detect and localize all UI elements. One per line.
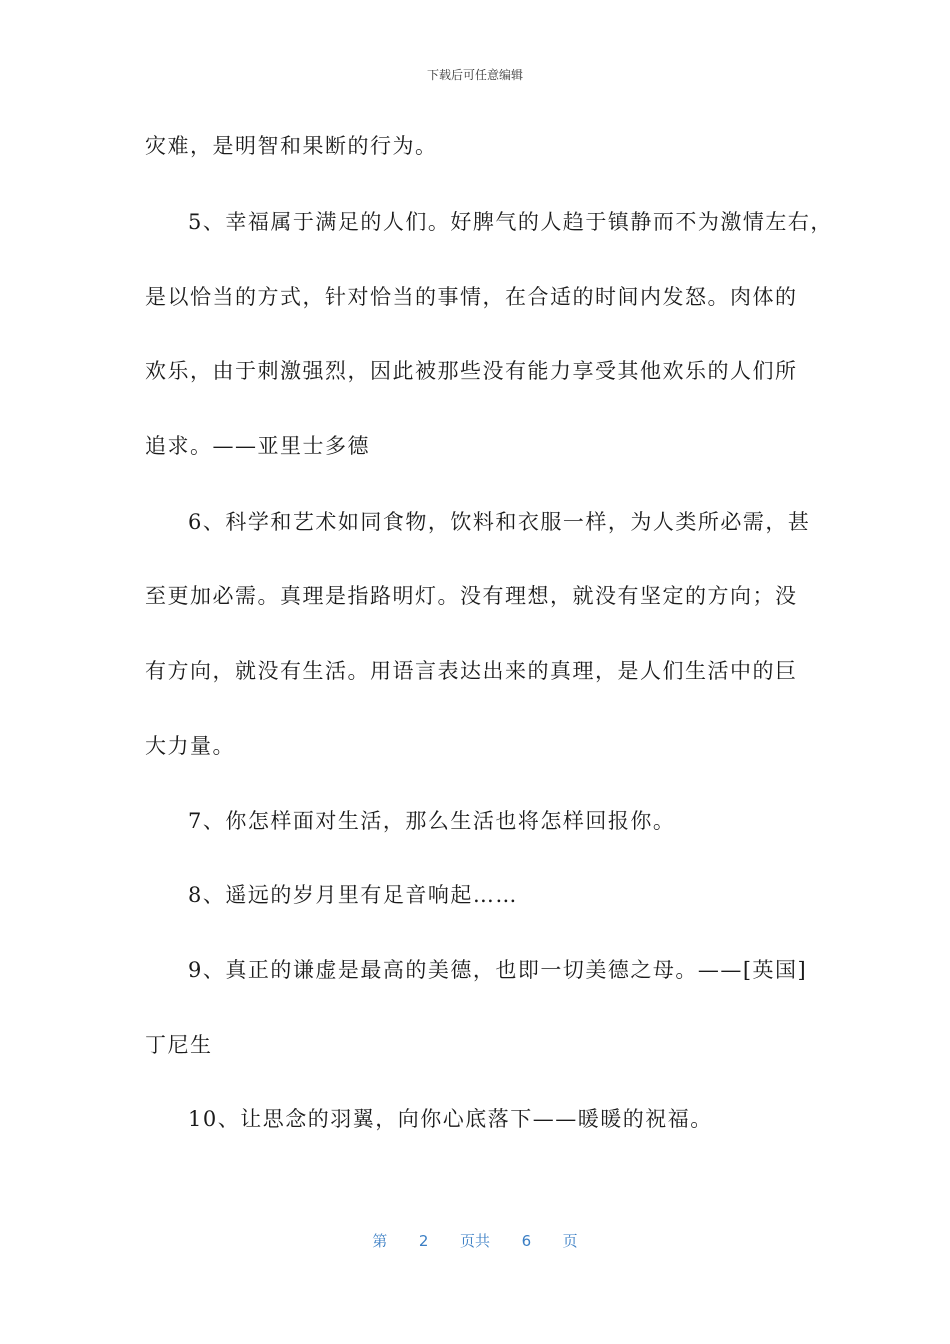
body-line: 灾难，是明智和果断的行为。 [145,134,438,158]
footer-current-page: 2 [418,1232,429,1250]
body-line: 7、你怎样面对生活，那么生活也将怎样回报你。 [188,809,676,833]
header-note: 下载后可任意编辑 [426,68,523,82]
body-line: 追求。——亚里士多德 [145,434,370,458]
page-footer [0,1230,950,1251]
body-line: 5、幸福属于满足的人们。好脾气的人趋于镇静而不为激情左右， [188,210,833,234]
footer-prefix: 第 [372,1232,388,1250]
footer-suffix: 页 [562,1232,578,1250]
body-line: 至更加必需。真理是指路明灯。没有理想，就没有坚定的方向；没 [145,584,798,608]
body-line: 大力量。 [145,734,235,758]
body-line: 有方向，就没有生活。用语言表达出来的真理，是人们生活中的巨 [145,659,798,683]
body-line: 6、科学和艺术如同食物，饮料和衣服一样，为人类所必需，甚 [188,510,811,534]
footer-middle: 页共 [459,1232,490,1250]
body-line: 欢乐，由于刺激强烈，因此被那些没有能力享受其他欢乐的人们所 [145,359,798,383]
body-line: 9、真正的谦虚是最高的美德，也即一切美德之母。——[英国] [188,958,808,982]
body-line: 是以恰当的方式，针对恰当的事情，在合适的时间内发怒。肉体的 [145,285,798,309]
body-line: 丁尼生 [145,1033,213,1057]
body-line: 8、遥远的岁月里有足音响起…… [188,883,518,907]
body-line: 10、让思念的羽翼，向你心底落下——暖暖的祝福。 [188,1107,713,1131]
footer-total-pages: 6 [521,1232,532,1250]
